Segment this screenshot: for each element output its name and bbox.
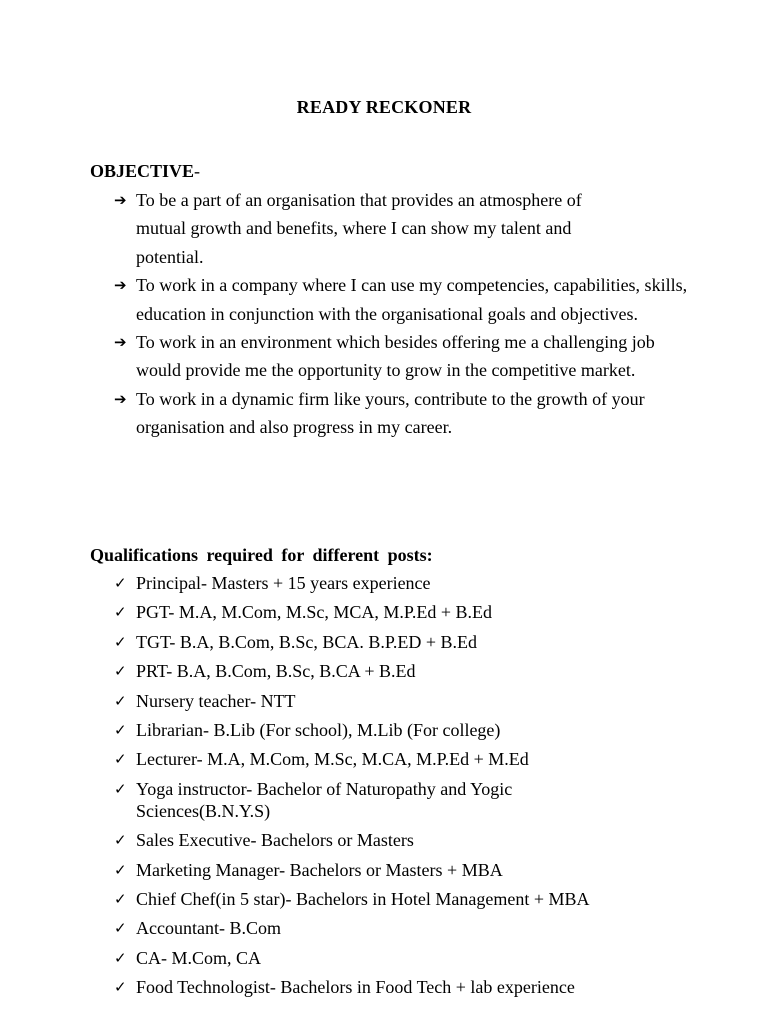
qualifications-list [114,572,704,1005]
qualification-item-text: Yoga instructor- Bachelor of Naturopathy and Yogic Sciences(B.N.Y.S) [136,778,513,821]
check-icon: ✓ [114,889,127,908]
qualification-item [114,778,586,822]
check-icon: ✓ [114,831,127,850]
qualification-item-text: Marketing Manager- Bachelors or Masters + MBA [136,859,503,880]
objective-item-text: To work in a dynamic firm like yours, contribute to the growth of your organisation and also progress in my career. [136,388,645,438]
objective-item [114,271,704,328]
qualification-item [114,660,704,682]
document-title: READY RECKONER [296,97,472,117]
check-icon: ✓ [114,720,127,739]
qualification-item-text: PGT- M.A, M.Com, M.Sc, MCA, M.P.Ed + B.Ed [136,602,493,623]
objective-item-text: To work in an environment which besides offering me a challenging job would provide me the opportunity to grow in the competitive market. [136,332,655,381]
qualification-item-text: PRT- B.A, B.Com, B.Sc, B.CA + B.Ed [136,661,416,682]
qualification-item-text: Nursery teacher- NTT [136,690,296,711]
qualification-item [114,976,704,998]
arrow-right-icon: ➔ [114,333,127,352]
qualification-item-text: Principal- Masters + 15 years experience [136,573,431,593]
qualification-item [114,690,704,712]
objective-item [114,186,636,271]
qualification-item [114,947,704,969]
check-icon: ✓ [114,750,127,769]
objective-heading-text: OBJECTIVE [90,161,195,181]
qualification-item [114,601,704,623]
qualification-item [114,631,704,653]
check-icon: ✓ [114,574,127,592]
qualification-item [114,917,704,939]
check-icon: ✓ [114,919,127,938]
objective-item [114,328,666,385]
qualification-item-text: Food Technologist- Bachelors in Food Tech + lab experience [136,977,575,998]
check-icon: ✓ [114,662,127,681]
qualification-item [114,888,704,910]
qualification-item-text: Sales Executive- Bachelors or Masters [136,830,414,851]
arrow-right-icon: ➔ [114,389,127,408]
qualification-item [114,719,704,741]
qualification-item-text: TGT- B.A, B.Com, B.Sc, BCA. B.P.ED + B.Ed [136,631,478,652]
qualification-item-text: Chief Chef(in 5 star)- Bachelors in Hotel Management + MBA [136,888,590,909]
qualification-item-text: Librarian- B.Lib (For school), M.Lib (For college) [136,719,501,740]
qualification-item [114,829,704,851]
objective-heading-suffix: - [194,161,201,181]
check-icon: ✓ [114,948,127,967]
check-icon: ✓ [114,978,127,997]
qualification-item [114,859,704,881]
objective-list [114,186,704,442]
objective-item-text: To work in a company where I can use my competencies, capabilities, skills, education in conjunction with the organisational goals and objectives. [136,275,688,324]
qualification-item [114,748,704,770]
objective-heading [90,160,200,182]
qualifications-heading [90,544,433,566]
qualifications-heading-text: Qualifications required for different posts: [90,545,433,565]
arrow-right-icon: ➔ [114,276,127,295]
arrow-right-icon: ➔ [114,191,127,209]
objective-item [114,385,666,442]
qualification-item-text: Accountant- B.Com [136,918,281,939]
check-icon: ✓ [114,779,127,798]
check-icon: ✓ [114,603,127,622]
qualification-item-text: Lecturer- M.A, M.Com, M.Sc, M.CA, M.P.Ed + M.Ed [136,749,529,770]
check-icon: ✓ [114,691,127,710]
check-icon: ✓ [114,860,127,879]
check-icon: ✓ [114,632,127,651]
objective-item-text: To be a part of an organisation that provides an atmosphere of mutual growth and benefits, where I can show my talent and potential. [136,190,582,267]
qualification-item [114,572,704,594]
qualification-item-text: CA- M.Com, CA [136,947,262,968]
